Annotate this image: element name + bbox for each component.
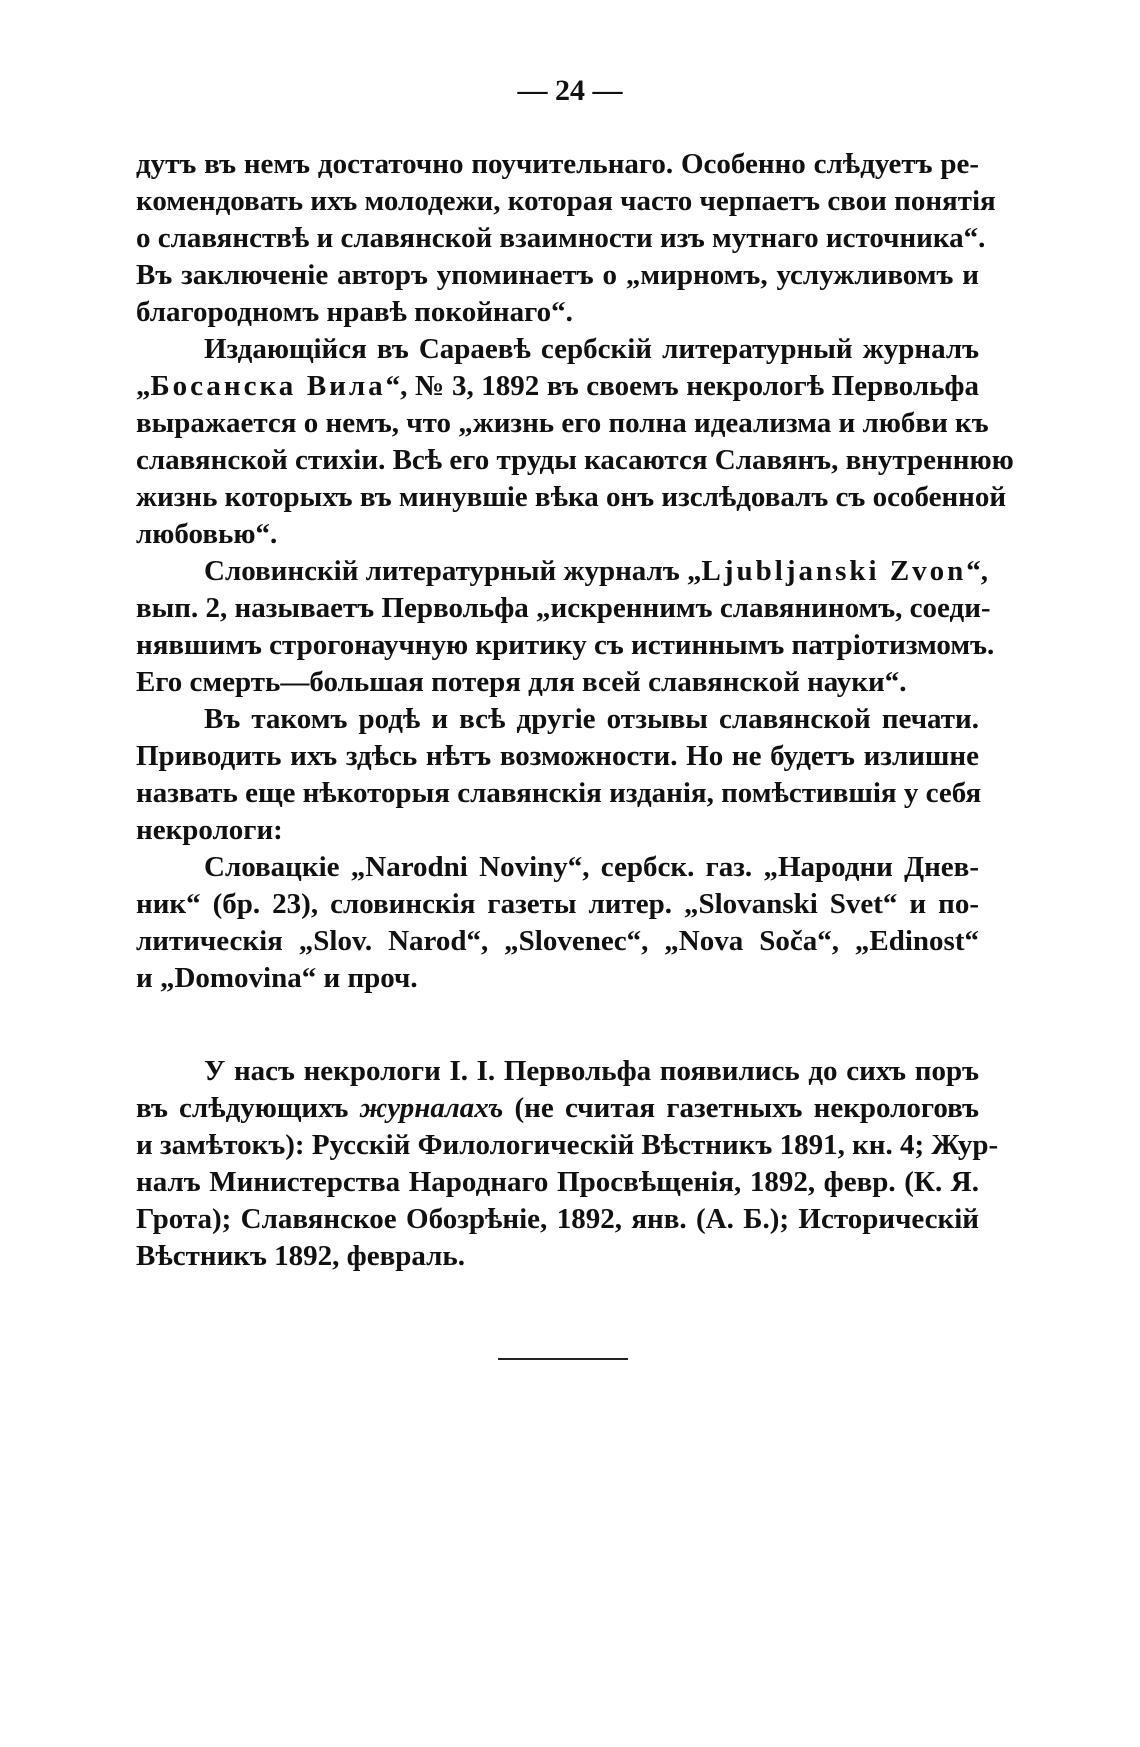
- text-line: некрологи:: [136, 814, 283, 846]
- text-line: дутъ въ немъ достаточно поучительнаго. Особенно слѣдуетъ ре-: [136, 148, 979, 180]
- text-line: жизнь которыхъ въ минувшіе вѣка онъ изслѣдовалъ съ особенной: [136, 481, 1007, 513]
- text-line: [136, 1090, 979, 1127]
- paragraph-2: [136, 331, 1014, 553]
- text-line: и замѣтокъ): Русскій Филологическій Вѣстникъ 1891, кн. 4; Жур-: [136, 1129, 999, 1161]
- text-line: и „Domovina“ и проч.: [136, 962, 418, 994]
- text-line: литическія „Slov. Narod“, „Slovenec“, „Nova Soča“, „Edinost“: [136, 925, 979, 957]
- text-line: Грота); Славянское Обозрѣніе, 1892, янв. (А. Б.); Историческій: [136, 1203, 979, 1235]
- text-line: Въ такомъ родѣ и всѣ другіе отзывы славянской печати.: [204, 703, 979, 735]
- text-line: налъ Министерства Народнаго Просвѣщенія, 1892, февр. (К. Я.: [136, 1166, 979, 1198]
- text-line: Въ заключеніе авторъ упоминаетъ о „мирномъ, услужливомъ и: [136, 259, 979, 291]
- journal-title: Ljubljanski Zvon: [701, 555, 967, 587]
- text-fragment: Словинскій литературный журналъ „: [204, 555, 702, 587]
- page-number: — 24 —: [517, 74, 623, 107]
- text-line: выражается о немъ, что „жизнь его полна идеализма и любви къ: [136, 407, 989, 439]
- text-line: [136, 368, 979, 405]
- paragraph-5: [136, 849, 979, 997]
- text-line: [136, 553, 989, 590]
- end-rule: [498, 1358, 628, 1360]
- text-fragment: (не считая газетныхъ некрологовъ: [503, 1092, 980, 1124]
- text-line: комендовать ихъ молодежи, которая часто черпаетъ свои понятія: [136, 185, 996, 217]
- text-fragment: “,: [966, 555, 989, 587]
- page-body: [136, 146, 1014, 1275]
- text-line: нявшимъ строгонаучную критику съ истиннымъ патріотизмомъ.: [136, 629, 995, 661]
- paragraph-gap: [136, 997, 979, 1053]
- text-line: славянской стихіи. Всѣ его труды касаются Славянъ, внутреннюю: [136, 444, 1014, 476]
- text-line: вып. 2, называетъ Первольфа „искреннимъ славяниномъ, соеди-: [136, 592, 991, 624]
- journal-title: Босанска Вила: [150, 370, 386, 402]
- text-line: У насъ некрологи І. І. Первольфа появились до сихъ поръ: [204, 1055, 979, 1087]
- paragraph-6: [136, 1053, 999, 1275]
- text-line: Словацкіе „Narodni Noviny“, сербск. газ. „Народни Днев-: [204, 851, 979, 883]
- text-line: благородномъ нравѣ покойнаго“.: [136, 296, 573, 328]
- paragraph-3: [136, 553, 995, 701]
- text-line: о славянствѣ и славянской взаимности изъ мутнаго источника“.: [136, 222, 986, 254]
- quote-open: „: [136, 370, 151, 402]
- text-line: любовью“.: [136, 518, 278, 550]
- text-line: назвать еще нѣкоторыя славянскія изданія, помѣстившія у себя: [136, 777, 982, 809]
- text-line: Его смерть—большая потеря для всей славянской науки“.: [136, 666, 907, 698]
- text-line: ник“ (бр. 23), словинскія газеты литер. „Slovanski Svet“ и по-: [136, 888, 979, 920]
- text-fragment: “, № 3, 1892 въ своемъ некрологѣ Первольфа: [385, 370, 979, 402]
- text-line: Вѣстникъ 1892, февраль.: [136, 1240, 465, 1272]
- paragraph-1: [136, 146, 996, 331]
- text-line: Издающійся въ Сараевѣ сербскій литературный журналъ: [204, 333, 979, 365]
- italic-word: журналахъ: [359, 1092, 504, 1124]
- text-fragment: въ слѣдующихъ: [136, 1092, 360, 1124]
- paragraph-4: [136, 701, 982, 849]
- text-line: Приводить ихъ здѣсь нѣтъ возможности. Но не будетъ излишне: [136, 740, 979, 772]
